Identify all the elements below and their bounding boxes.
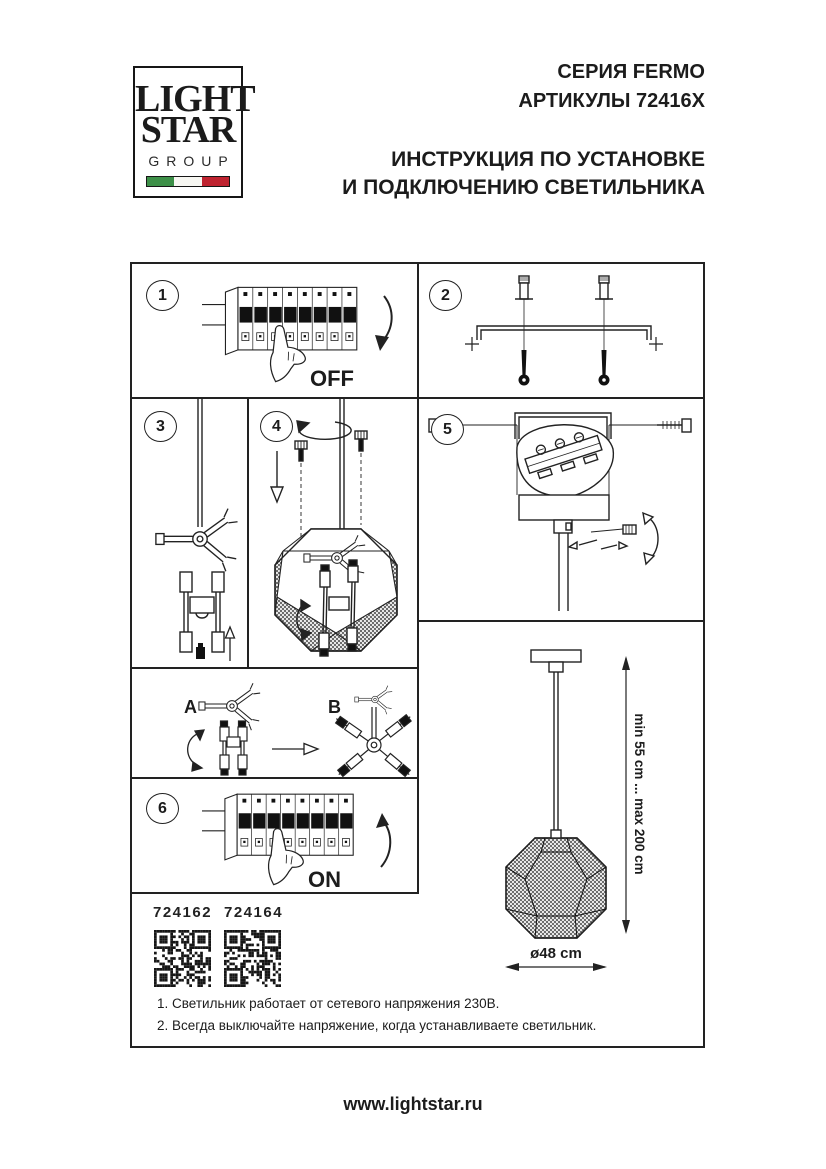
plug-icon <box>196 643 205 659</box>
anchor-icon <box>595 276 613 299</box>
transform-arrow-icon <box>272 744 318 755</box>
lamp-socket-pair-icon <box>180 572 224 652</box>
up-arrow-icon <box>226 627 235 661</box>
diameter-dimension <box>505 963 607 971</box>
step-1-number: 1 <box>146 280 179 311</box>
italian-flag-icon <box>146 176 230 187</box>
diameter-label: ø48 cm <box>530 945 582 962</box>
three-arm-spider-icon <box>156 509 238 572</box>
series-title: СЕРИЯ FERMO <box>557 61 705 83</box>
faceted-shade-icon <box>275 529 397 651</box>
note-line: 1. Светильник работает от сетевого напряжения 230В. <box>157 996 500 1011</box>
three-arm-spider-icon <box>199 683 260 730</box>
folded-arms-icon <box>220 721 247 775</box>
safety-notes <box>157 993 596 1037</box>
rotate-arrow-icon <box>643 513 658 564</box>
step-3-number: 3 <box>144 411 177 442</box>
variant-a-label: A <box>184 697 197 717</box>
rotate-arrow-icon <box>297 421 351 439</box>
spread-arms-icon <box>334 686 413 778</box>
anchor-icon <box>515 276 533 299</box>
step-4-number: 4 <box>260 411 293 442</box>
product-code: 724164 <box>224 904 284 921</box>
note-line: 2. Всегда выключайте напряжение, когда устанавливаете светильник. <box>157 1017 597 1033</box>
document-header <box>342 58 705 201</box>
down-arrow-icon <box>271 451 283 502</box>
screw-icon <box>609 419 691 432</box>
ceiling-plate-icon <box>531 650 581 662</box>
swing-arrow-icon <box>188 730 204 771</box>
off-arrow-icon <box>375 296 392 351</box>
step-1-label: OFF <box>310 366 354 391</box>
qr-code <box>154 930 211 987</box>
set-screw-icon <box>591 525 636 534</box>
slide-arrows-icon <box>569 540 627 549</box>
height-range-label: min 55 cm ... max 200 cm <box>632 713 647 875</box>
step-3-suspension-rod-drawing <box>132 399 247 667</box>
product-code: 724162 <box>153 904 213 921</box>
logo-text-star: STAR <box>140 109 236 152</box>
step-6-label: ON <box>308 867 341 892</box>
instruction-title-line1: ИНСТРУКЦИЯ ПО УСТАНОВКЕ <box>391 148 705 171</box>
faceted-shade-icon <box>506 830 606 938</box>
mounting-bracket-icon <box>465 326 663 351</box>
height-dimension <box>622 656 630 934</box>
logo-text-group: GROUP <box>148 153 235 170</box>
screw-icon <box>295 441 307 539</box>
step-2-number: 2 <box>429 280 462 311</box>
step-6-breaker-on-drawing <box>132 779 417 892</box>
lightstar-logo <box>133 66 255 198</box>
website-url: www.lightstar.ru <box>343 1094 483 1114</box>
step-5-number: 5 <box>431 414 464 445</box>
qr-code <box>224 930 281 987</box>
on-arrow-icon <box>376 813 390 867</box>
terminal-detail-balloon <box>517 425 614 496</box>
instruction-title-line2: И ПОДКЛЮЧЕНИЮ СВЕТИЛЬНИКА <box>342 175 705 199</box>
canopy-icon <box>519 495 609 520</box>
divider <box>132 892 419 894</box>
step-1-breaker-off-drawing <box>132 264 417 397</box>
variant-b-label: B <box>328 697 341 717</box>
step-2-mounting-hardware-drawing <box>419 264 703 397</box>
logo-text-light: LIGHT <box>135 78 255 120</box>
step-6-number: 6 <box>146 793 179 824</box>
articles-title: АРТИКУЛЫ 72416X <box>518 90 705 112</box>
screw-icon <box>355 431 367 525</box>
instruction-grid <box>130 262 705 1048</box>
arm-configuration-drawing <box>132 669 417 777</box>
pendant-dimensions-drawing <box>419 622 705 1048</box>
